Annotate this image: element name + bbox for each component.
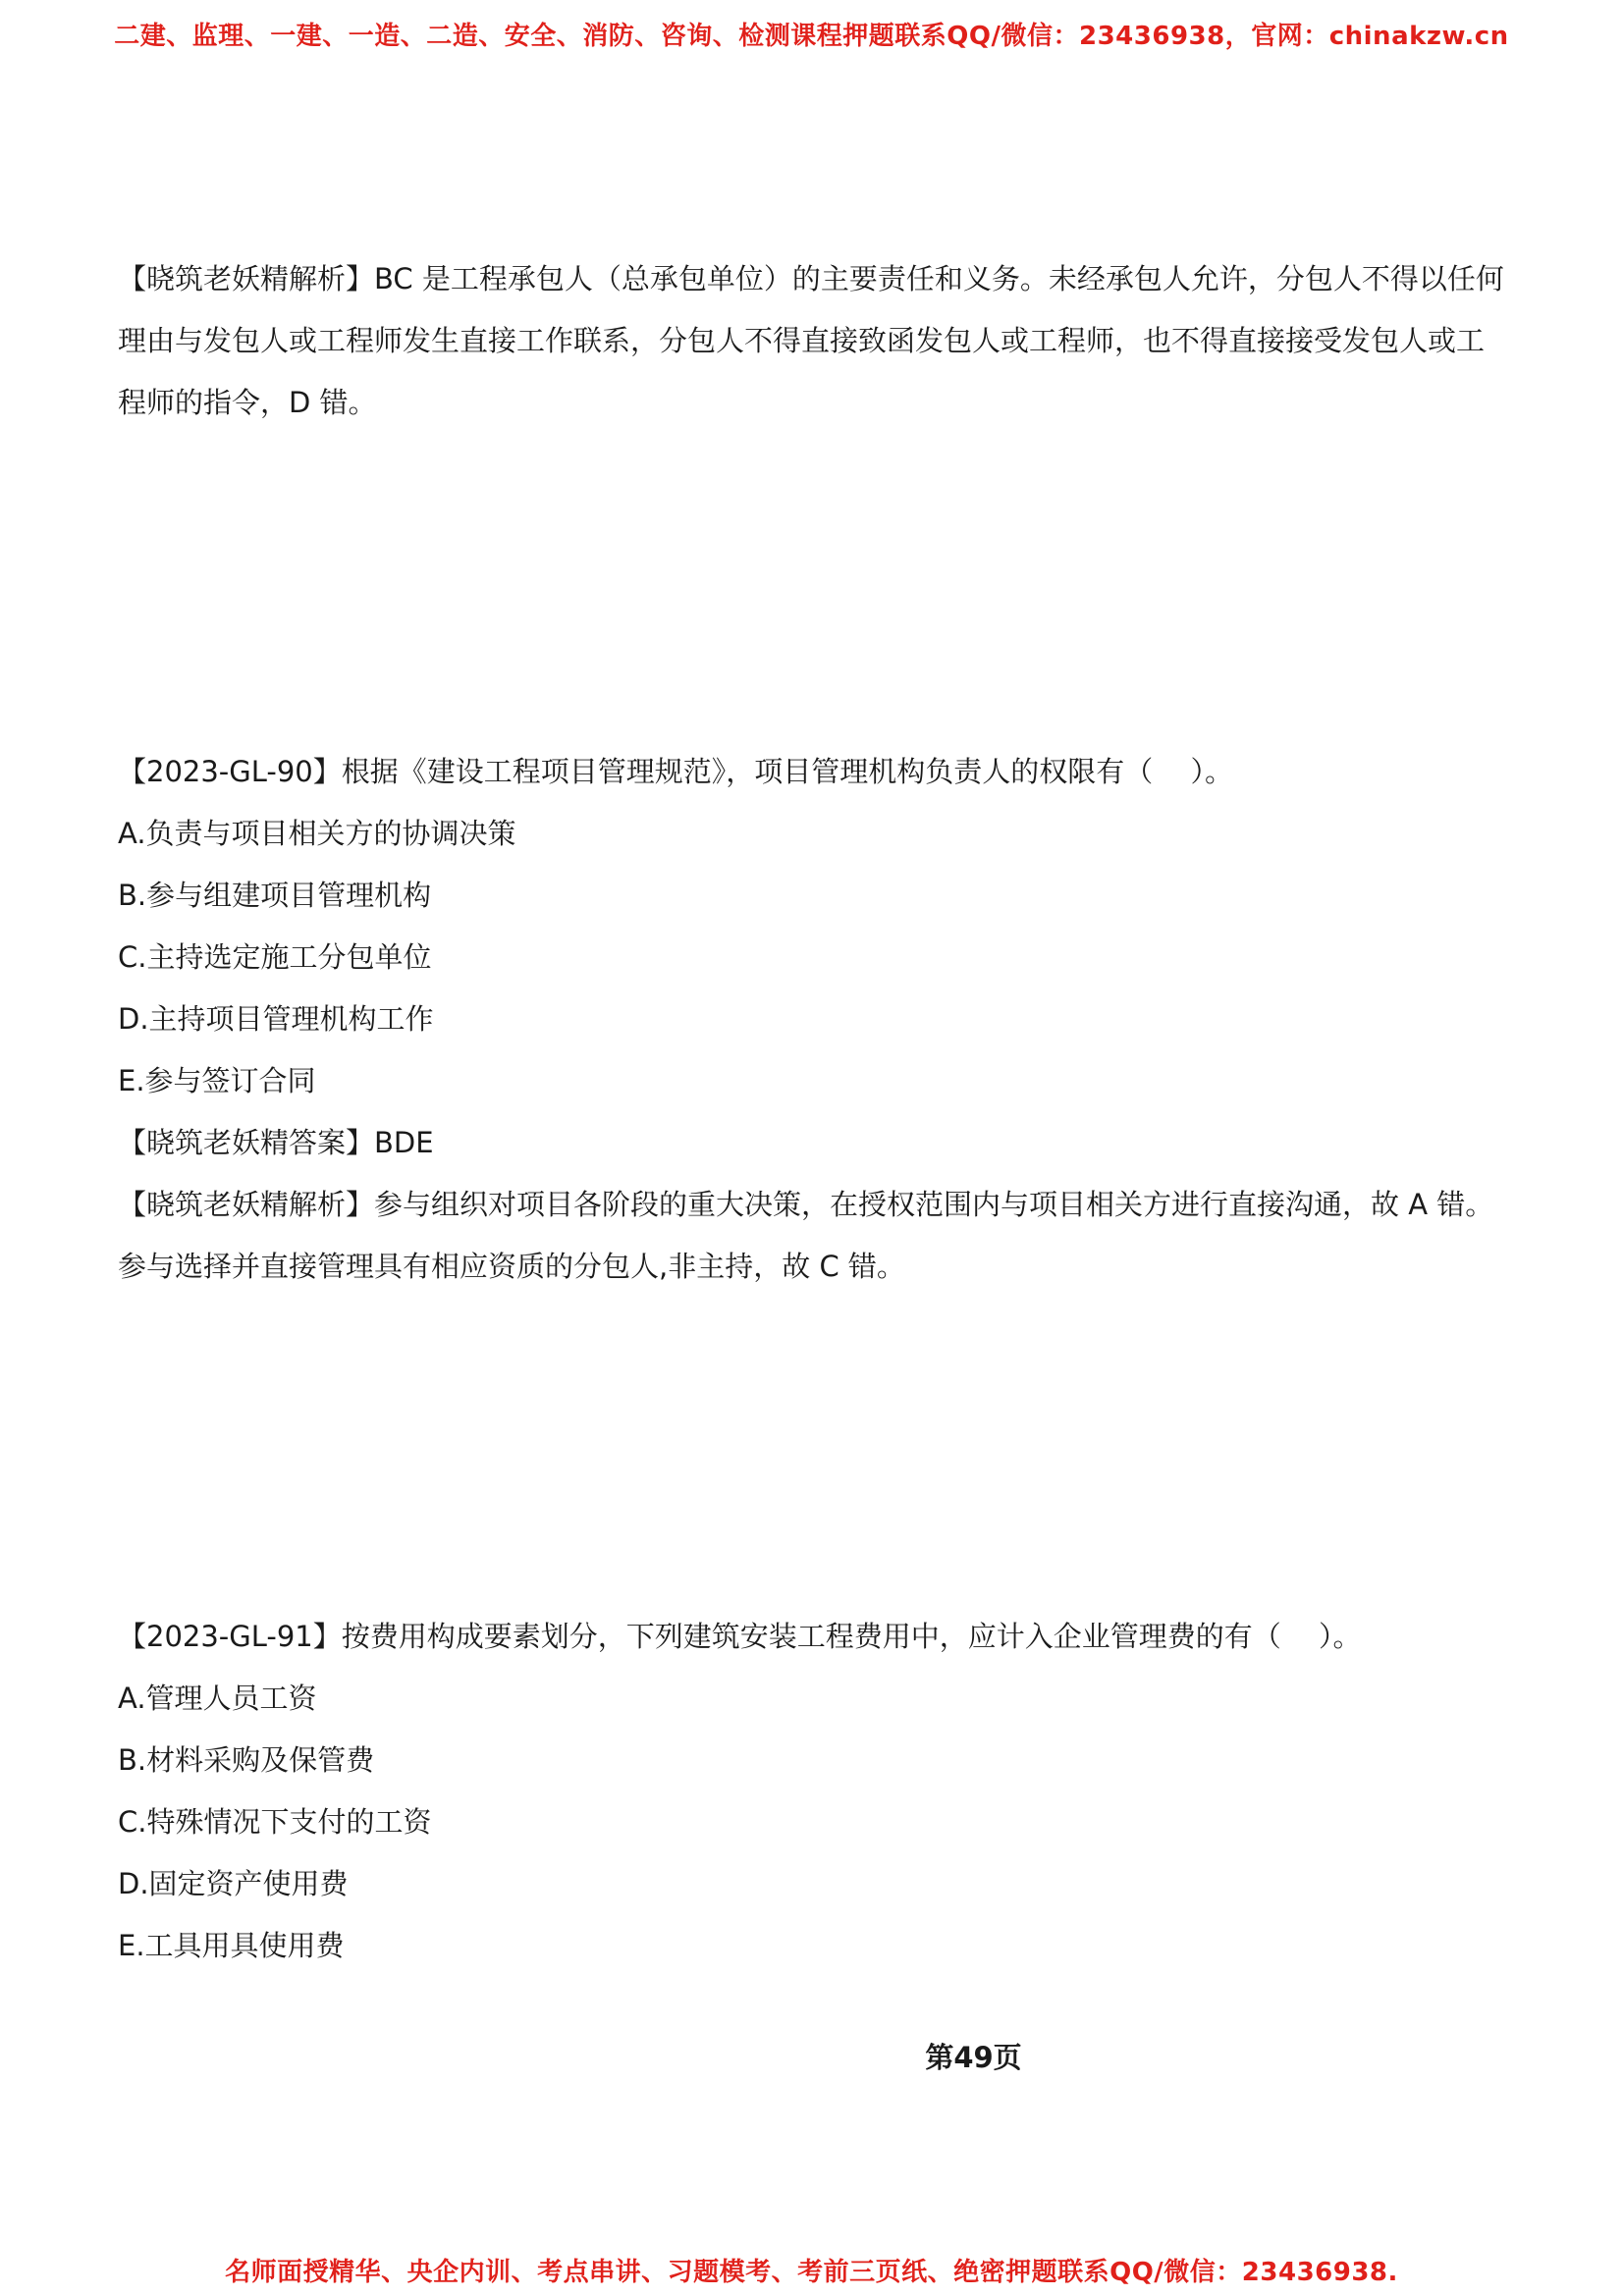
analysis-line: 【晓筑老妖精解析】参与组织对项目各阶段的重大决策，在授权范围内与项目相关方进行直接沟通，故 A 错。 xyxy=(118,1188,1494,1221)
option-c: C.特殊情况下支付的工资 xyxy=(118,1805,432,1839)
analysis-line: 程师的指令，D 错。 xyxy=(118,386,377,419)
option-b: B.参与组建项目管理机构 xyxy=(118,879,432,912)
question-block-gl-90 xyxy=(118,741,1522,1298)
analysis-line: 理由与发包人或工程师发生直接工作联系，分包人不得直接致函发包人或工程师，也不得直接接受发包人或工 xyxy=(118,324,1486,357)
option-e: E.参与签订合同 xyxy=(118,1064,316,1097)
analysis-line: 参与选择并直接管理具有相应资质的分包人,非主持，故 C 错。 xyxy=(118,1250,905,1283)
footer-banner: 名师面授精华、央企内训、考点串讲、习题模考、考前三页纸、绝密押题联系QQ/微信：23436938. xyxy=(225,2258,1398,2287)
header-banner: 二建、监理、一建、一造、二造、安全、消防、咨询、检测课程押题联系QQ/微信：23436938，官网：chinakzw.cn xyxy=(114,22,1509,51)
option-d: D.主持项目管理机构工作 xyxy=(118,1002,434,1036)
page-number: 第49页 xyxy=(925,2041,1022,2074)
option-b: B.材料采购及保管费 xyxy=(118,1743,375,1777)
option-e: E.工具用具使用费 xyxy=(118,1929,345,1962)
option-c: C.主持选定施工分包单位 xyxy=(118,940,432,974)
question-text: 【2023-GL-90】根据《建设工程项目管理规范》，项目管理机构负责人的权限有（ ）。 xyxy=(118,755,1233,788)
option-a: A.负责与项目相关方的协调决策 xyxy=(118,817,516,850)
option-d: D.固定资产使用费 xyxy=(118,1867,349,1900)
option-a: A.管理人员工资 xyxy=(118,1682,317,1715)
answer-text: 【晓筑老妖精答案】BDE xyxy=(118,1126,434,1159)
analysis-block-previous xyxy=(118,248,1522,434)
question-text: 【2023-GL-91】按费用构成要素划分，下列建筑安装工程费用中，应计入企业管理费的有（ ）。 xyxy=(118,1620,1362,1653)
analysis-line: 【晓筑老妖精解析】BC 是工程承包人（总承包单位）的主要责任和义务。未经承包人允许，分包人不得以任何 xyxy=(118,262,1504,295)
question-block-gl-91 xyxy=(118,1606,1522,1977)
